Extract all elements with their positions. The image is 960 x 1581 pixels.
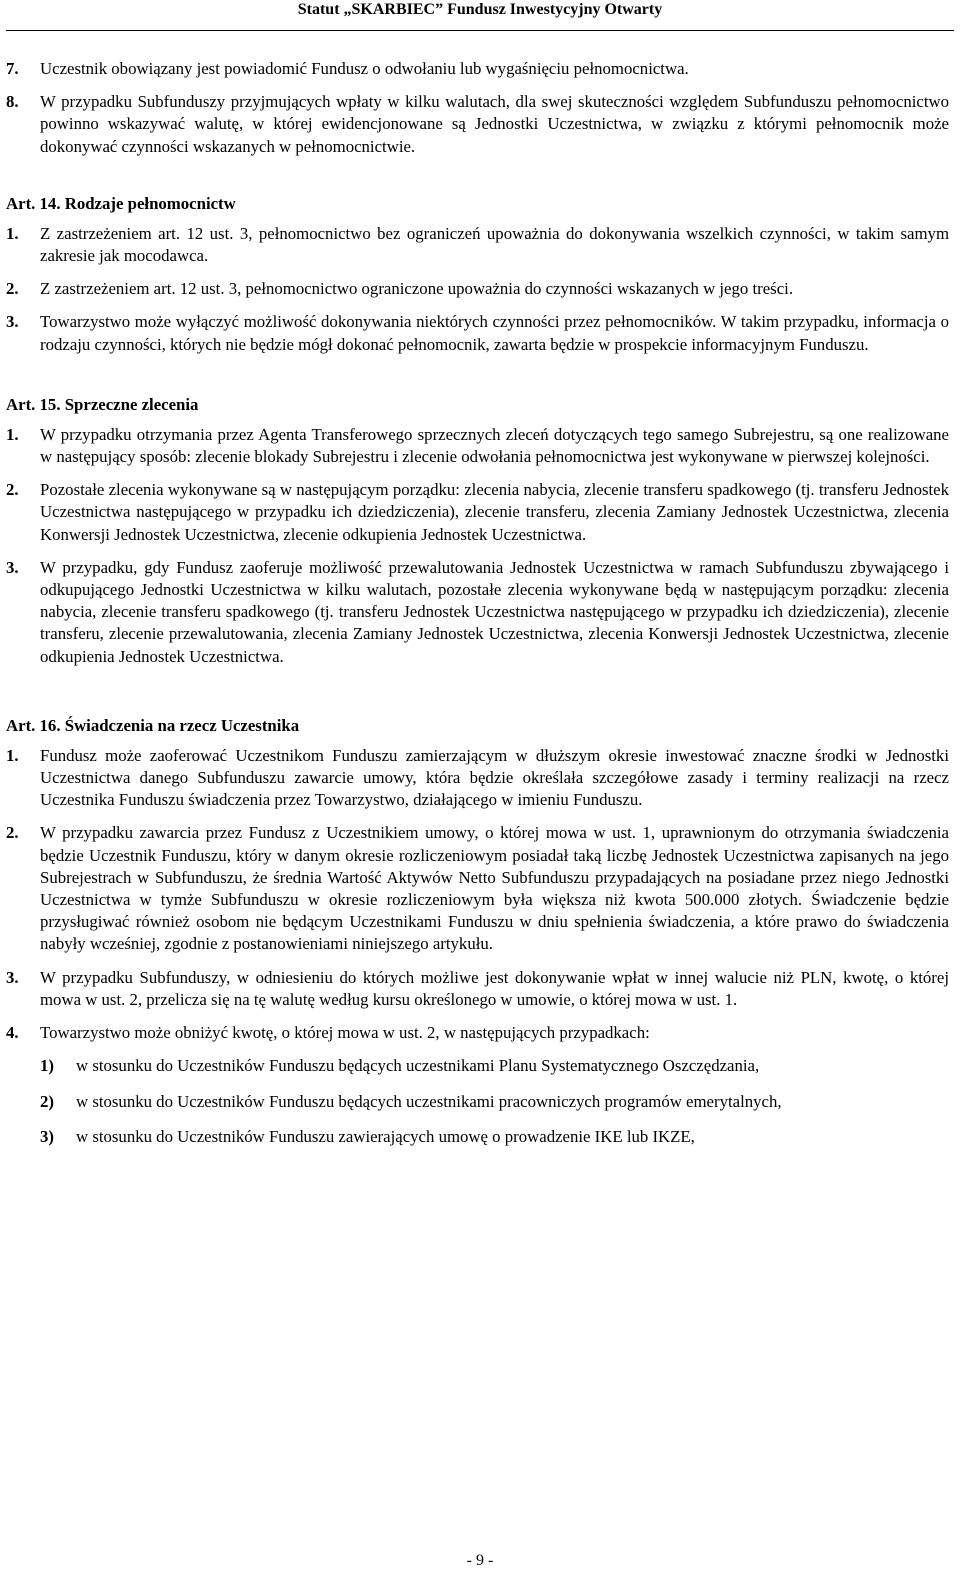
running-header: Statut „SKARBIEC” Fundusz Inwestycyjny Otwarty: [297, 1, 663, 18]
paragraph-text: W przypadku zawarcia przez Fundusz z Uczestnikiem umowy, o której mowa w ust. 1, uprawnionym do otrzymania świadczenia będzie Uczestnik Funduszu, który w danym okresie rozliczeniowym posiadał taką liczbę Jednostek Uczestnictwa zapisanych na jego Subrejestrach w Subfunduszu, że średnia Wartość Aktywów Netto Subfunduszu przypadających na posiadane przez niego Jednostki Uczestnictwa w tymże Subfunduszu w okresie rozliczeniowym była większa niż kwota 500.000 złotych. Świadczenie będzie przysługiwać również osobom nie będącym Uczestnikami Funduszu w dniu spełnienia świadczenia, a które prawo do świadczenia nabyły wcześniej, zgodnie z postanowieniami niniejszego artykułu.: [40, 823, 949, 954]
art14-item-3: [6, 311, 949, 355]
art14-item-2: [6, 278, 949, 300]
paragraph-number: 8.: [6, 92, 19, 112]
paragraph-text: W przypadku otrzymania przez Agenta Transferowego sprzecznych zleceń dotyczących tego samego Subrejestru, są one realizowane w następujący sposób: zlecenie blokady Subrejestru i zlecenie odwołania pełnomocnictwa jest wykonywane w pierwszej kolejności.: [40, 424, 949, 467]
paragraph-text: Z zastrzeżeniem art. 12 ust. 3, pełnomocnictwo bez ograniczeń upoważnia do dokonywania wszelkich czynności, w takim samym zakresie jak mocodawca.: [40, 223, 949, 266]
paragraph-number: 1.: [6, 223, 19, 243]
paragraph-text: Towarzystwo może wyłączyć możliwość dokonywania niektórych czynności przez pełnomocników. W takim przypadku, informacja o rodzaju czynności, których nie będzie mógł dokonać pełnomocnik, zawarta będzie w prospekcie informacyjnym Funduszu.: [40, 312, 949, 354]
paragraph-text: W przypadku Subfunduszy przyjmujących wpłaty w kilku walutach, dla swej skuteczności względem Subfunduszu pełnomocnictwo powinno wskazywać walutę, w której ewidencjonowane są Jednostki Uczestnictwa, w związku z którymi pełnomocnik może dokonywać czynności wskazanych w pełnomocnictwie.: [40, 92, 949, 156]
paragraph-text: Z zastrzeżeniem art. 12 ust. 3, pełnomocnictwo ograniczone upoważnia do czynności wskazanych w jego treści.: [40, 279, 794, 299]
paragraph-number: 2.: [6, 279, 19, 299]
paragraph-text: Towarzystwo może obniżyć kwotę, o której mowa w ust. 2, w następujących przypadkach:: [40, 1023, 650, 1043]
subitem-text: w stosunku do Uczestników Funduszu będących uczestnikami pracowniczych programów emerytalnych,: [76, 1091, 782, 1111]
paragraph-number: 3.: [6, 557, 19, 577]
paragraph-number: 7.: [6, 59, 19, 78]
paragraph-text: W przypadku, gdy Fundusz zaoferuje możliwość przewalutowania Jednostek Uczestnictwa w ramach Subfunduszu zbywającego i odkupującego Jednostki Uczestnictwa w kilku walutach, pozostałe zlecenia wykonywane będą w następującym porządku: zlecenia nabycia, zlecenie transferu spadkowego (tj. transferu Jednostek Uczestnictwa następującego w przypadku ich dziedziczenia), zlecenie transferu, zlecenie przewalutowania, zlecenia Zamiany Jednostek Uczestnictwa, zlecenia Konwersji Jednostek Uczestnictwa, zlecenie odkupienia Jednostek Uczestnictwa.: [40, 557, 949, 666]
subitem-number: 3): [40, 1126, 54, 1146]
art16-subitem-2: [6, 1091, 949, 1113]
paragraph-8: [6, 91, 949, 158]
article-16-heading: Art. 16. Świadczenia na rzecz Uczestnika: [6, 715, 300, 735]
article-14-heading: Art. 14. Rodzaje pełnomocnictw: [6, 193, 236, 213]
art15-item-1: [6, 424, 949, 468]
paragraph-number: 1.: [6, 424, 19, 444]
paragraph-number: 4.: [6, 1023, 19, 1043]
header-rule: [6, 30, 954, 31]
subitem-text: w stosunku do Uczestników Funduszu będących uczestnikami Planu Systematycznego Oszczędzania,: [76, 1056, 760, 1076]
paragraph-text: W przypadku Subfunduszy, w odniesieniu do których możliwe jest dokonywanie wpłat w innej walucie niż PLN, kwotę, o której mowa w ust. 2, przelicza się na tę walutę według kursu określonego w umowie, o której mowa w ust. 1.: [40, 967, 949, 1009]
paragraph-number: 3.: [6, 967, 19, 987]
subitem-text: w stosunku do Uczestników Funduszu zawierających umowę o prowadzenie IKE lub IKZE,: [76, 1126, 695, 1146]
paragraph-7: [6, 58, 949, 80]
art16-item-1: [6, 745, 949, 812]
subitem-number: 1): [40, 1056, 54, 1076]
paragraph-text: Pozostałe zlecenia wykonywane są w następującym porządku: zlecenia nabycia, zlecenie transferu spadkowego (tj. transferu Jednostek Uczestnictwa następującego w przypadku ich dziedziczenia), zlecenie transferu, zlecenia Zamiany Jednostek Uczestnictwa, zlecenia Konwersji Jednostek Uczestnictwa, zlecenie odkupienia Jednostek Uczestnictwa.: [40, 480, 949, 544]
art16-item-4: [6, 1022, 949, 1044]
art16-subitem-1: [6, 1055, 949, 1077]
art14-item-1: [6, 223, 949, 267]
paragraph-number: 2.: [6, 823, 19, 843]
subitem-number: 2): [40, 1091, 54, 1111]
page-number: - 9 -: [466, 1552, 494, 1569]
article-15-heading: Art. 15. Sprzeczne zlecenia: [6, 394, 199, 414]
paragraph-text: Fundusz może zaoferować Uczestnikom Funduszu zamierzającym w dłuższym okresie inwestować znaczne środki w Jednostki Uczestnictwa danego Subfunduszu zawarcie umowy, która będzie określała szczegółowe zasady i terminy realizacji na rzecz Uczestnika Funduszu świadczenia przez Towarzystwo, działającego w imieniu Funduszu.: [40, 745, 949, 810]
paragraph-number: 2.: [6, 480, 19, 500]
paragraph-number: 1.: [6, 745, 19, 765]
document-body: [6, 58, 949, 1161]
art15-item-2: [6, 479, 949, 546]
paragraph-number: 3.: [6, 312, 19, 332]
art16-item-3: [6, 967, 949, 1011]
art15-item-3: [6, 557, 949, 668]
art16-item-2: [6, 822, 949, 955]
paragraph-text: Uczestnik obowiązany jest powiadomić Fundusz o odwołaniu lub wygaśnięciu pełnomocnictwa.: [40, 59, 689, 78]
art16-subitem-3: [6, 1126, 949, 1148]
